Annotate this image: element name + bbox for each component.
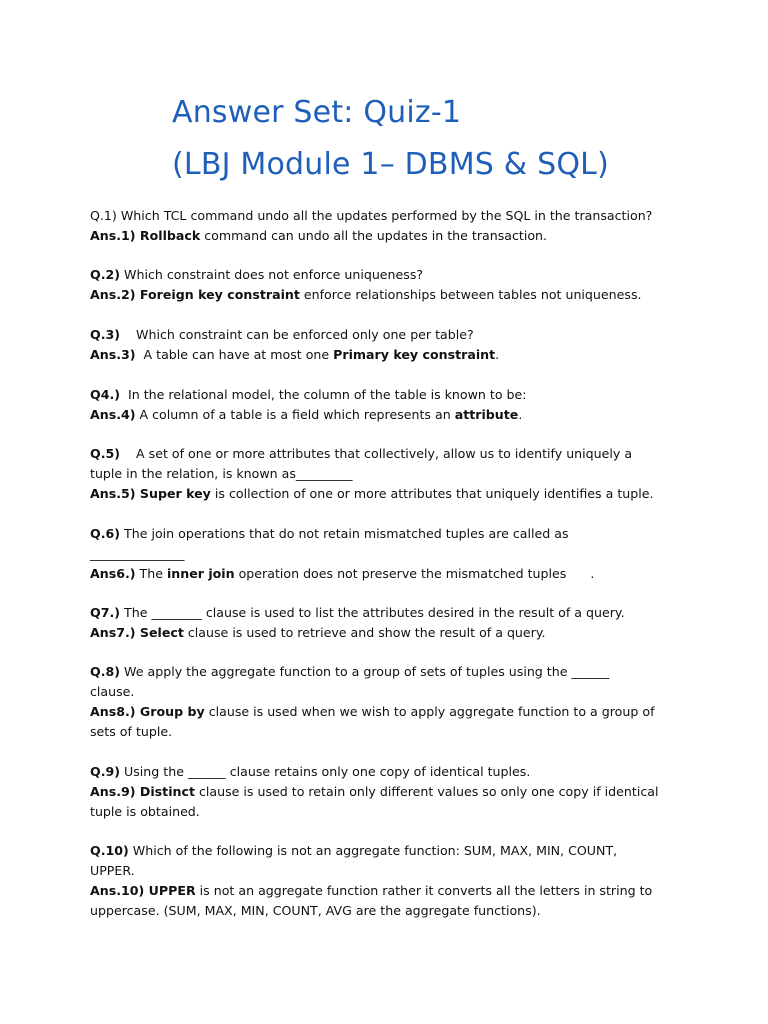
answer-label: Ans.4) <box>90 407 136 422</box>
question-label: Q7.) <box>90 605 121 620</box>
question-7 <box>90 603 690 623</box>
qa-item-1 <box>90 206 690 246</box>
question-label: Q.6) <box>90 526 121 541</box>
question-3 <box>90 325 690 345</box>
answer-label: Ans8.) <box>90 704 140 719</box>
answer-keyword: Select <box>139 625 184 640</box>
qa-item-10 <box>90 841 690 921</box>
answer-9-cont <box>90 802 690 822</box>
answer-keyword: Rollback <box>139 228 201 243</box>
answer-text: . <box>518 407 523 422</box>
answer-text: . <box>495 347 500 362</box>
question-text: Which of the following is not an aggregate function: SUM, MAX, MIN, COUNT, <box>128 843 618 858</box>
question-text-cont: tuple in the relation, is known as_________ <box>90 466 353 481</box>
answer-text: clause is used to retain only different values so only one copy if identical <box>194 784 659 799</box>
question-5-cont <box>90 464 690 484</box>
question-text: Using the ______ clause retains only one copy of identical tuples. <box>120 764 531 779</box>
answer-text: clause is used when we wish to apply aggregate function to a group of <box>204 704 655 719</box>
answer-label: Ans.3) <box>90 347 136 362</box>
question-10 <box>90 841 690 861</box>
question-label: Q.3) <box>90 327 121 342</box>
answer-keyword: Distinct <box>139 784 195 799</box>
question-6 <box>90 524 690 544</box>
answer-keyword: attribute <box>454 407 519 422</box>
question-label: Q4.) <box>90 387 121 402</box>
answer-keyword: UPPER <box>148 883 196 898</box>
answer-10-cont <box>90 901 690 921</box>
answer-text: is not an aggregate function rather it converts all the letters in string to <box>195 883 653 898</box>
qa-item-7 <box>90 603 690 643</box>
answer-label: Ans6.) <box>90 566 136 581</box>
answer-1 <box>90 226 690 246</box>
qa-item-3 <box>90 325 690 365</box>
question-text-cont: _______________ <box>90 546 185 561</box>
answer-6 <box>90 564 690 584</box>
answer-text: operation does not preserve the mismatched tuples . <box>234 566 595 581</box>
question-text: In the relational model, the column of the table is known to be: <box>120 387 527 402</box>
question-5 <box>90 444 690 464</box>
question-10-cont <box>90 861 690 881</box>
answer-text-cont: tuple is obtained. <box>90 804 200 819</box>
question-9 <box>90 762 690 782</box>
answer-label: Ans.10) <box>90 883 149 898</box>
answer-text-cont: uppercase. (SUM, MAX, MIN, COUNT, AVG are the aggregate functions). <box>90 903 541 918</box>
answer-keyword: Group by <box>139 704 205 719</box>
answer-label: Ans.9) <box>90 784 140 799</box>
answer-3 <box>90 345 690 365</box>
answer-keyword: Foreign key constraint <box>139 287 300 302</box>
qa-item-8 <box>90 662 690 742</box>
question-8 <box>90 662 690 682</box>
question-label: Q.9) <box>90 764 121 779</box>
answer-label: Ans7.) <box>90 625 140 640</box>
question-text: A set of one or more attributes that collectively, allow us to identify uniquely a <box>120 446 633 461</box>
answer-text-pre: A column of a table is a field which represents an <box>135 407 455 422</box>
question-label: Q.10) <box>90 843 129 858</box>
answer-9 <box>90 782 690 802</box>
question-text: Which TCL command undo all the updates performed by the SQL in the transaction? <box>116 208 653 223</box>
page-title: Answer Set: Quiz-1 <box>172 95 462 130</box>
answer-text-pre: The <box>135 566 167 581</box>
answer-2 <box>90 285 690 305</box>
question-text: Which constraint can be enforced only one per table? <box>120 327 474 342</box>
answer-text: clause is used to retrieve and show the result of a query. <box>183 625 546 640</box>
answer-label: Ans.5) <box>90 486 140 501</box>
answer-text-cont: sets of tuple. <box>90 724 173 739</box>
question-text-cont: UPPER. <box>90 863 135 878</box>
question-8-cont <box>90 682 690 702</box>
answer-text: is collection of one or more attributes that uniquely identifies a tuple. <box>210 486 654 501</box>
answer-text: command can undo all the updates in the transaction. <box>200 228 548 243</box>
question-6-cont <box>90 544 690 564</box>
answer-7 <box>90 623 690 643</box>
qa-item-6 <box>90 524 690 584</box>
question-text: The join operations that do not retain mismatched tuples are called as <box>120 526 569 541</box>
question-label: Q.1) <box>90 208 117 223</box>
question-2 <box>90 265 690 285</box>
question-text: We apply the aggregate function to a group of sets of tuples using the ______ <box>120 664 610 679</box>
qa-item-5 <box>90 444 690 504</box>
page-subtitle: (LBJ Module 1– DBMS & SQL) <box>172 147 609 182</box>
question-text: The ________ clause is used to list the attributes desired in the result of a query. <box>120 605 625 620</box>
question-4 <box>90 385 690 405</box>
answer-4 <box>90 405 690 425</box>
question-label: Q.2) <box>90 267 121 282</box>
answer-text: enforce relationships between tables not uniqueness. <box>299 287 642 302</box>
question-label: Q.5) <box>90 446 121 461</box>
question-text-cont: clause. <box>90 684 135 699</box>
answer-keyword: Super key <box>139 486 211 501</box>
answer-label: Ans.2) <box>90 287 140 302</box>
answer-label: Ans.1) <box>90 228 140 243</box>
question-label: Q.8) <box>90 664 121 679</box>
answer-10 <box>90 881 690 901</box>
answer-5 <box>90 484 690 504</box>
answer-8 <box>90 702 690 722</box>
question-text: Which constraint does not enforce uniqueness? <box>120 267 424 282</box>
question-1 <box>90 206 690 226</box>
answer-keyword: Primary key constraint <box>333 347 496 362</box>
answer-8-cont <box>90 722 690 742</box>
qa-item-9 <box>90 762 690 822</box>
answer-text-pre: A table can have at most one <box>135 347 334 362</box>
qa-item-4 <box>90 385 690 425</box>
qa-item-2 <box>90 265 690 305</box>
answer-keyword: inner join <box>166 566 235 581</box>
